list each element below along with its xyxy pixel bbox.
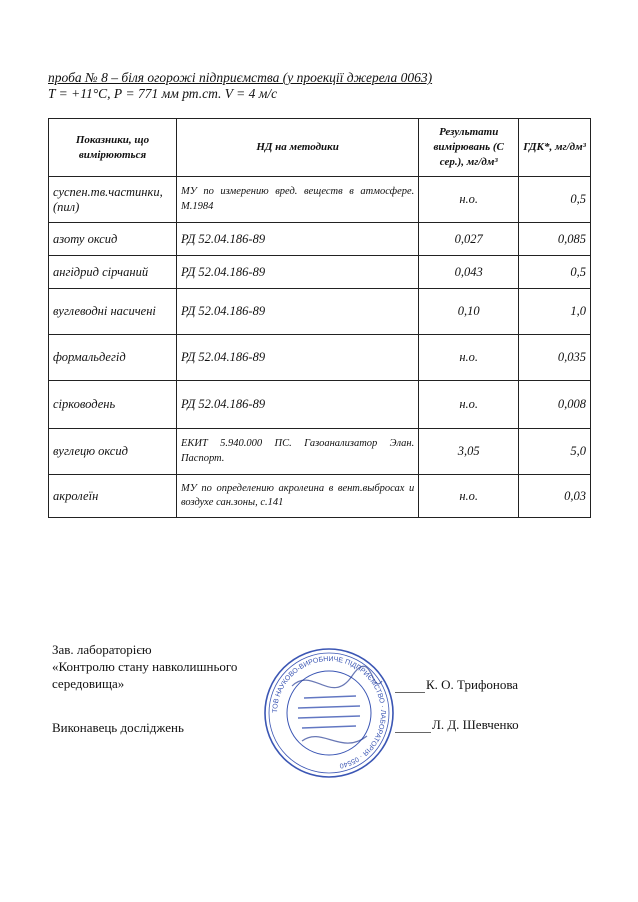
stamp-text: ТОВ НАУКОВО-ВИРОБНИЧЕ ПІДПРИЄМСТВО · ЛАБОРАТОРІЯ · 05540 <box>271 655 387 769</box>
row-method: МУ по определению акролеина в вент.выбросах и воздухе сан.зоны, с.141 <box>176 475 418 518</box>
row-result: н.о. <box>419 381 519 429</box>
table-row <box>49 256 591 289</box>
head-signature-line <box>395 692 425 693</box>
lab-head-signature-block <box>52 641 237 692</box>
row-param: акролеїн <box>49 475 177 518</box>
table-header-row <box>49 119 591 177</box>
table-row <box>49 429 591 475</box>
row-limit: 0,008 <box>519 381 591 429</box>
row-param: суспен.тв.частинки, (пил) <box>49 177 177 223</box>
executor-signature-line <box>395 732 431 733</box>
results-table <box>48 118 591 518</box>
row-param: сірководень <box>49 381 177 429</box>
stamp-inner-lines <box>298 696 360 728</box>
row-method: РД 52.04.186-89 <box>176 223 418 256</box>
row-limit: 5,0 <box>519 429 591 475</box>
row-param: ангідрид сірчаний <box>49 256 177 289</box>
row-result: 0,043 <box>419 256 519 289</box>
row-param: вуглеводні насичені <box>49 289 177 335</box>
row-method: ЕКИТ 5.940.000 ПС. Газоанализатор Элан. Паспорт. <box>176 429 418 475</box>
row-result: н.о. <box>419 475 519 518</box>
row-param: азоту оксид <box>49 223 177 256</box>
row-method: РД 52.04.186-89 <box>176 335 418 381</box>
stamp-rings <box>265 649 393 777</box>
row-param: формальдегід <box>49 335 177 381</box>
lab-head-title-line2: «Контролю стану навколишнього <box>52 659 238 674</box>
row-result: 3,05 <box>419 429 519 475</box>
row-limit: 0,035 <box>519 335 591 381</box>
row-limit: 1,0 <box>519 289 591 335</box>
lab-head-title-line1: Зав. лабораторією <box>52 642 152 657</box>
row-result: 0,027 <box>419 223 519 256</box>
table-row <box>49 177 591 223</box>
company-stamp <box>262 646 396 780</box>
row-method: МУ по измерению вред. веществ в атмосфере. М.1984 <box>176 177 418 223</box>
table-row <box>49 223 591 256</box>
row-result: 0,10 <box>419 289 519 335</box>
row-limit: 0,5 <box>519 177 591 223</box>
conditions-line: T = +11°С, Р = 771 мм рт.ст. V = 4 м/с <box>48 86 278 101</box>
row-param: вуглецю оксид <box>49 429 177 475</box>
row-method: РД 52.04.186-89 <box>176 381 418 429</box>
executor-name: Л. Д. Шевченко <box>432 717 519 732</box>
sample-title <box>48 70 432 86</box>
lab-head-name: К. О. Трифонова <box>426 677 519 692</box>
row-limit: 0,5 <box>519 256 591 289</box>
row-method: РД 52.04.186-89 <box>176 256 418 289</box>
row-method: РД 52.04.186-89 <box>176 289 418 335</box>
header-method: НД на методики <box>176 119 418 177</box>
header-limit: ГДК*, мг/дм³ <box>519 119 591 177</box>
executor-label: Виконавець досліджень <box>52 720 184 735</box>
table-row <box>49 289 591 335</box>
header-param: Показники, що вимірюються <box>49 119 177 177</box>
table-row <box>49 475 591 518</box>
lab-head-title-line3: середовища» <box>52 676 125 691</box>
row-limit: 0,085 <box>519 223 591 256</box>
sample-title-text: проба № 8 – біля огорожі підприємства (у проекції джерела 0063) <box>48 70 433 85</box>
table-row <box>49 381 591 429</box>
header-result: Результати вимірювань (С сер.), мг/дм³ <box>419 119 519 177</box>
table-row <box>49 335 591 381</box>
row-limit: 0,03 <box>519 475 591 518</box>
row-result: н.о. <box>419 177 519 223</box>
row-result: н.о. <box>419 335 519 381</box>
